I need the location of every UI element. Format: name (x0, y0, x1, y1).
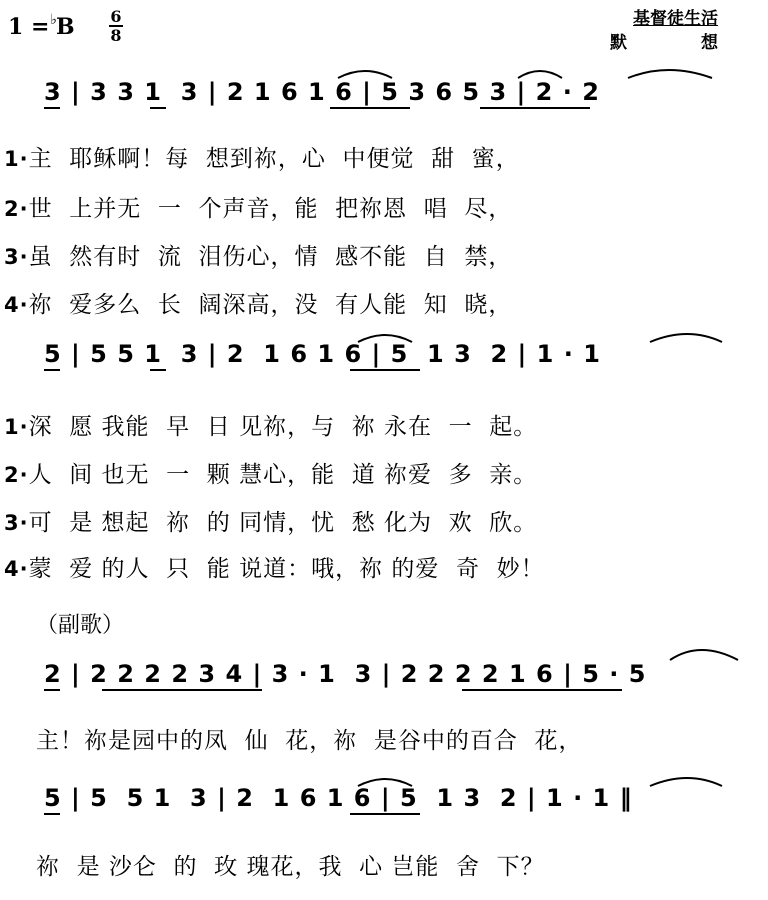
lyric-text: 人 间 也无 一 颗 慧心，能 道 祢爱 多 亲。 (28, 462, 538, 488)
verse-number: 2· (4, 197, 29, 221)
tie-mark (628, 70, 712, 78)
verse-number: 1· (4, 147, 29, 171)
subtitle-char-2: 想 (701, 33, 718, 53)
verse-number: 4· (4, 557, 29, 581)
lyric-text: 可 是 想起 祢 的 同情，忧 愁 化为 欢 欣。 (28, 510, 538, 536)
chorus-notes-line-1: 2 | 2 2 2 2 3 4 | 3 · 1 3 | 2 2 2 2 1 6 | 5 · 5 (44, 660, 647, 688)
chorus-lyrics-line-1: 主！祢是园中的凤 仙 花，祢 是谷中的百合 花， (36, 728, 583, 754)
time-signature-top: 6 (110, 7, 122, 26)
lyric-text: 主 耶稣啊！每 想到祢，心 中便觉 甜 蜜， (28, 146, 520, 172)
slur-mark (518, 71, 562, 78)
verse-number: 1· (4, 415, 29, 439)
lyric-text: 祢 爱多么 长 阔深高，没 有人能 知 晓， (28, 292, 513, 318)
verse-number: 2· (4, 463, 29, 487)
subtitle-char-1: 默 (610, 33, 627, 53)
verse-number: 4· (4, 293, 29, 317)
slur-mark (338, 71, 392, 78)
verse-notes-line-1: 3 | 3 3 1 3 | 2 1 6 1 6 | 5 3 6 5 3 | 2 · 2 (44, 78, 600, 106)
verse-number: 3· (4, 511, 29, 535)
tie-mark (670, 650, 738, 660)
lyric-text: 世 上并无 一 个声音，能 把祢恩 唱 尽， (28, 196, 513, 222)
lyric-text: 虽 然有时 流 泪伤心，情 感不能 自 禁， (28, 244, 513, 270)
flat-sign: ♭ (50, 12, 58, 28)
tie-mark (650, 334, 722, 342)
tie-mark (650, 778, 722, 786)
verse-number: 3· (4, 245, 29, 269)
chorus-lyrics-line-2: 祢 是 沙仑 的 玫 瑰花，我 心 岂能 舍 下？ (36, 854, 545, 880)
key-letter: B (56, 14, 75, 40)
verse-notes-line-2: 5 | 5 5 1 3 | 2 1 6 1 6 | 5 1 3 2 | 1 · 1 (44, 340, 601, 368)
lyric-text: 蒙 爱 的人 只 能 说道：哦，祢 的爱 奇 妙！ (28, 556, 545, 582)
hymn-title: 基督徒生活 (633, 9, 718, 29)
slur-mark (358, 335, 412, 342)
key-prefix: 1 = (8, 14, 50, 40)
chorus-notes-line-2: 5 | 5 5 1 3 | 2 1 6 1 6 | 5 1 3 2 | 1 · 1 ‖ (44, 784, 633, 812)
chorus-label: （副歌） (36, 613, 125, 638)
slur-mark (358, 779, 412, 786)
time-signature-bottom: 8 (110, 26, 122, 45)
lyric-text: 深 愿 我能 早 日 见祢，与 祢 永在 一 起。 (28, 414, 538, 440)
